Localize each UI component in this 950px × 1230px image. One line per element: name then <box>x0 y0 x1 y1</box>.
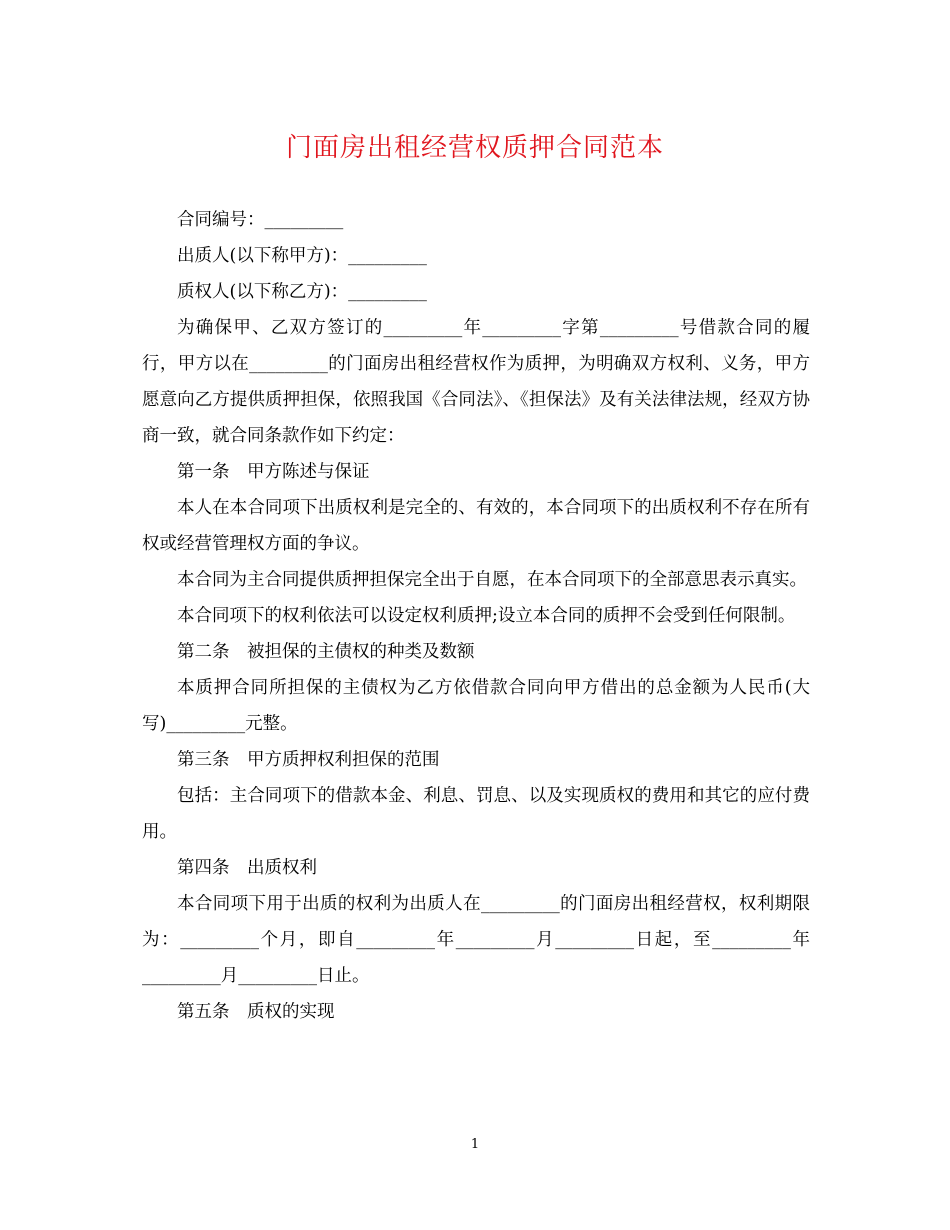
document-title: 门面房出租经营权质押合同范本 <box>285 133 664 163</box>
contract-number-line: 合同编号：_________ <box>177 210 344 230</box>
document-body <box>142 202 810 1030</box>
pledgor-line: 出质人(以下称甲方)：_________ <box>177 246 427 266</box>
article-2-paragraph: 本质押合同所担保的主债权为乙方依借款合同向甲方借出的总金额为人民币(大写)_________元整。 <box>142 678 810 734</box>
article-5-heading: 第五条 质权的实现 <box>177 1002 335 1022</box>
article-2-heading: 第二条 被担保的主债权的种类及数额 <box>177 642 475 662</box>
article-1-paragraph-2: 本合同为主合同提供质押担保完全出于自愿，在本合同项下的全部意思表示真实。 <box>177 570 807 590</box>
article-4-paragraph: 本合同项下用于出质的权利为出质人在_________的门面房出租经营权，权利期限为：_________个月，即自_________年_________月_________日起，至_________年_________月_________日止。 <box>142 894 810 986</box>
article-3-paragraph: 包括：主合同项下的借款本金、利息、罚息、以及实现质权的费用和其它的应付费用。 <box>142 786 810 842</box>
article-1-paragraph-1: 本人在本合同项下出质权利是完全的、有效的，本合同项下的出质权利不存在所有权或经营管理权方面的争议。 <box>142 498 810 554</box>
article-3-heading: 第三条 甲方质押权利担保的范围 <box>177 750 440 770</box>
article-1-paragraph-3: 本合同项下的权利依法可以设定权利质押;设立本合同的质押不会受到任何限制。 <box>177 606 796 626</box>
pledgee-line: 质权人(以下称乙方)：_________ <box>177 282 427 302</box>
article-4-heading: 第四条 出质权利 <box>177 858 317 878</box>
page-number: 1 <box>470 1137 480 1152</box>
preamble-paragraph: 为确保甲、乙双方签订的_________年_________字第_________号借款合同的履行，甲方以在_________的门面房出租经营权作为质押，为明确双方权利、义务，甲方愿意向乙方提供质押担保，依照我国《合同法》、《担保法》及有关法律法规，经双方协商一致，就合同条款作如下约定： <box>142 318 810 446</box>
article-1-heading: 第一条 甲方陈述与保证 <box>177 462 370 482</box>
